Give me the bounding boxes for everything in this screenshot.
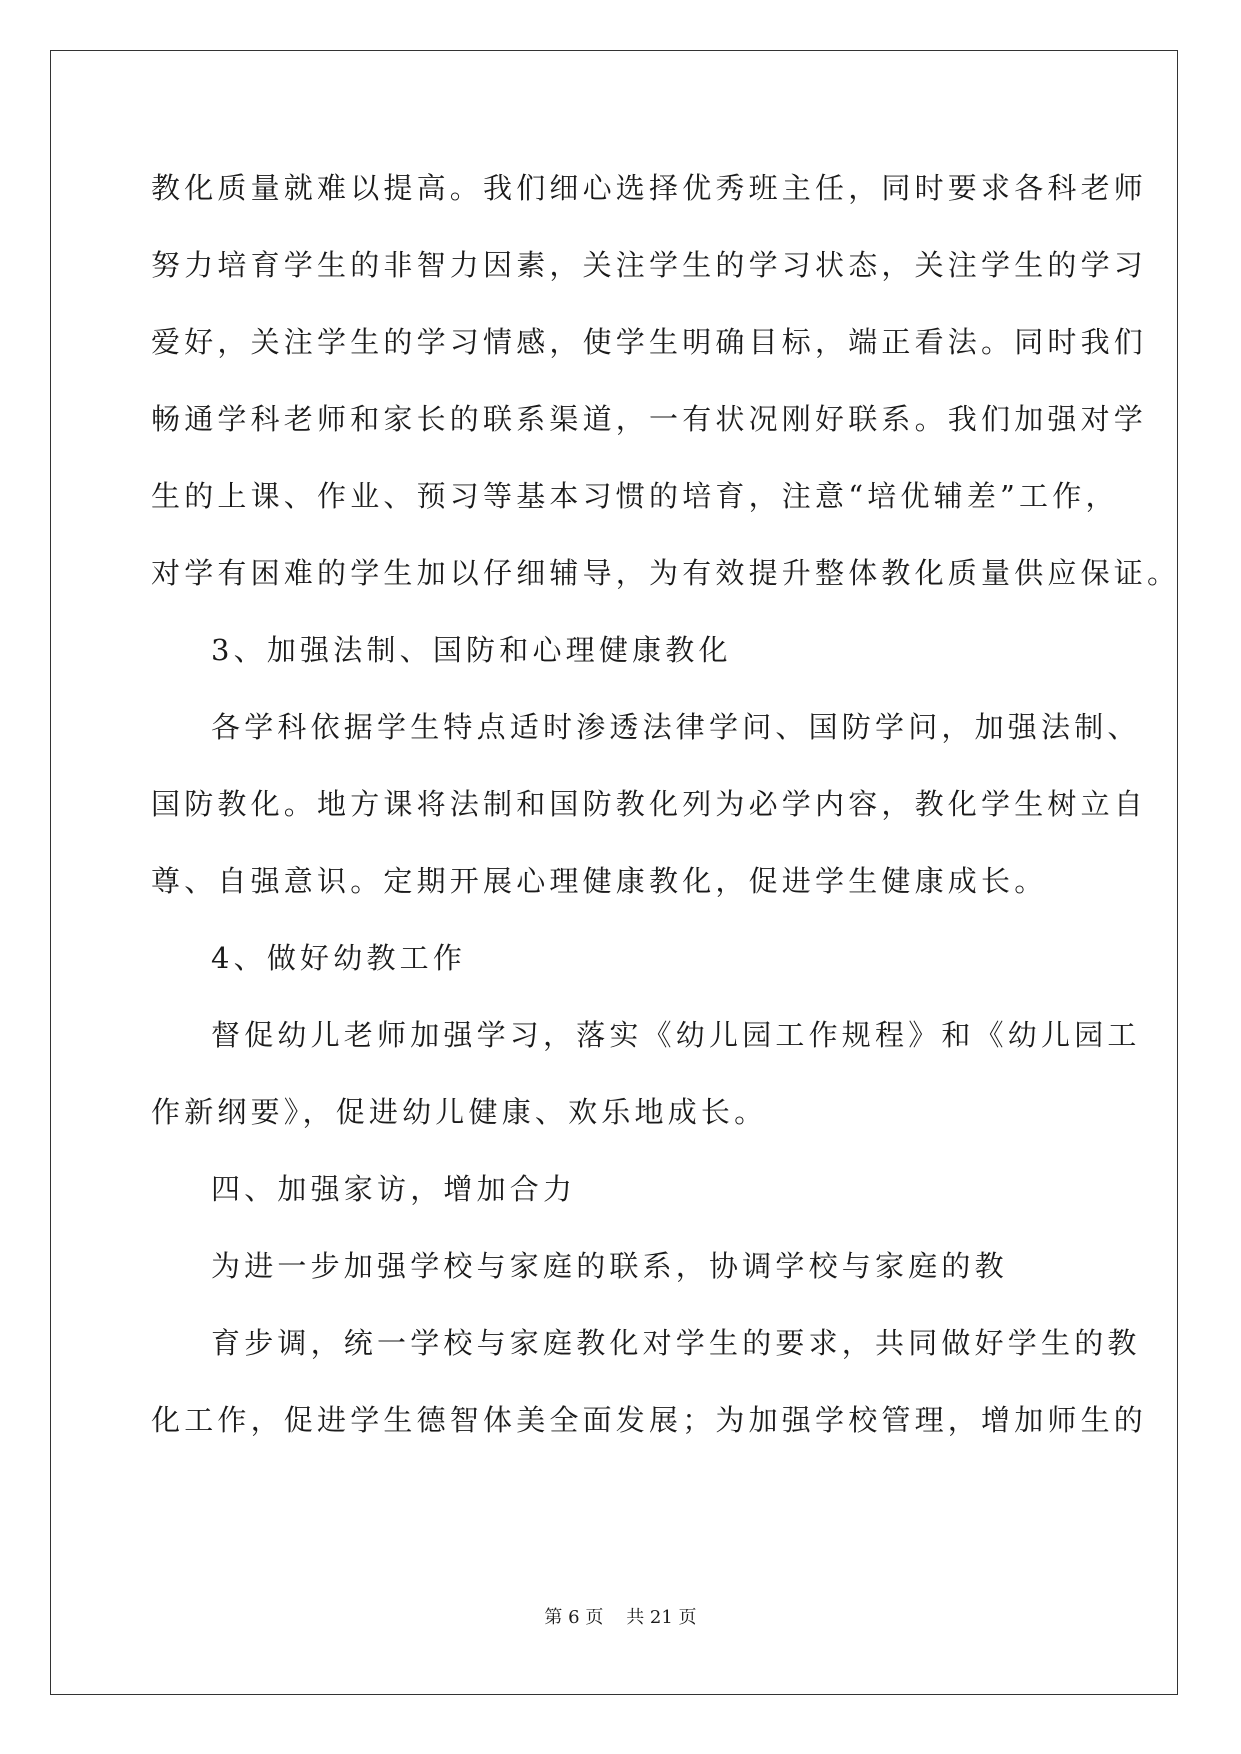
text-line: 作新纲要》，促进幼儿健康、欢乐地成长。: [151, 1095, 768, 1129]
text-line: 教化质量就难以提高。我们细心选择优秀班主任，同时要求各科老师: [151, 171, 1148, 205]
text-line: 育步调，统一学校与家庭教化对学生的要求，共同做好学生的教: [211, 1326, 1141, 1360]
text-line: 努力培育学生的非智力因素，关注学生的学习状态，关注学生的学习: [151, 248, 1148, 282]
text-line: 为进一步加强学校与家庭的联系，协调学校与家庭的教: [211, 1249, 1008, 1283]
text-line: 爱好，关注学生的学习情感，使学生明确目标，端正看法。同时我们: [151, 325, 1148, 359]
text-line: 尊、自强意识。定期开展心理健康教化，促进学生健康成长。: [151, 864, 1048, 898]
section-heading: 四、加强家访，增加合力: [211, 1172, 577, 1206]
section-heading: 3、加强法制、国防和心理健康教化: [211, 633, 732, 667]
text-line: 国防教化。地方课将法制和国防教化列为必学内容，教化学生树立自: [151, 787, 1148, 821]
section-heading: 4、做好幼教工作: [211, 941, 467, 975]
text-line: 畅通学科老师和家长的联系渠道，一有状况刚好联系。我们加强对学: [151, 402, 1148, 436]
text-line: 化工作，促进学生德智体美全面发展；为加强学校管理，增加师生的: [151, 1403, 1148, 1437]
text-line: 生的上课、作业、预习等基本习惯的培育，注意“培优辅差”工作，: [151, 479, 1119, 513]
page-number: 第 6 页 共 21 页: [544, 1607, 697, 1628]
text-line: 对学有困难的学生加以仔细辅导，为有效提升整体教化质量供应保证。: [151, 556, 1181, 590]
text-line: 各学科依据学生特点适时渗透法律学问、国防学问，加强法制、: [211, 710, 1141, 744]
text-line: 督促幼儿老师加强学习，落实《幼儿园工作规程》和《幼儿园工: [211, 1018, 1141, 1052]
